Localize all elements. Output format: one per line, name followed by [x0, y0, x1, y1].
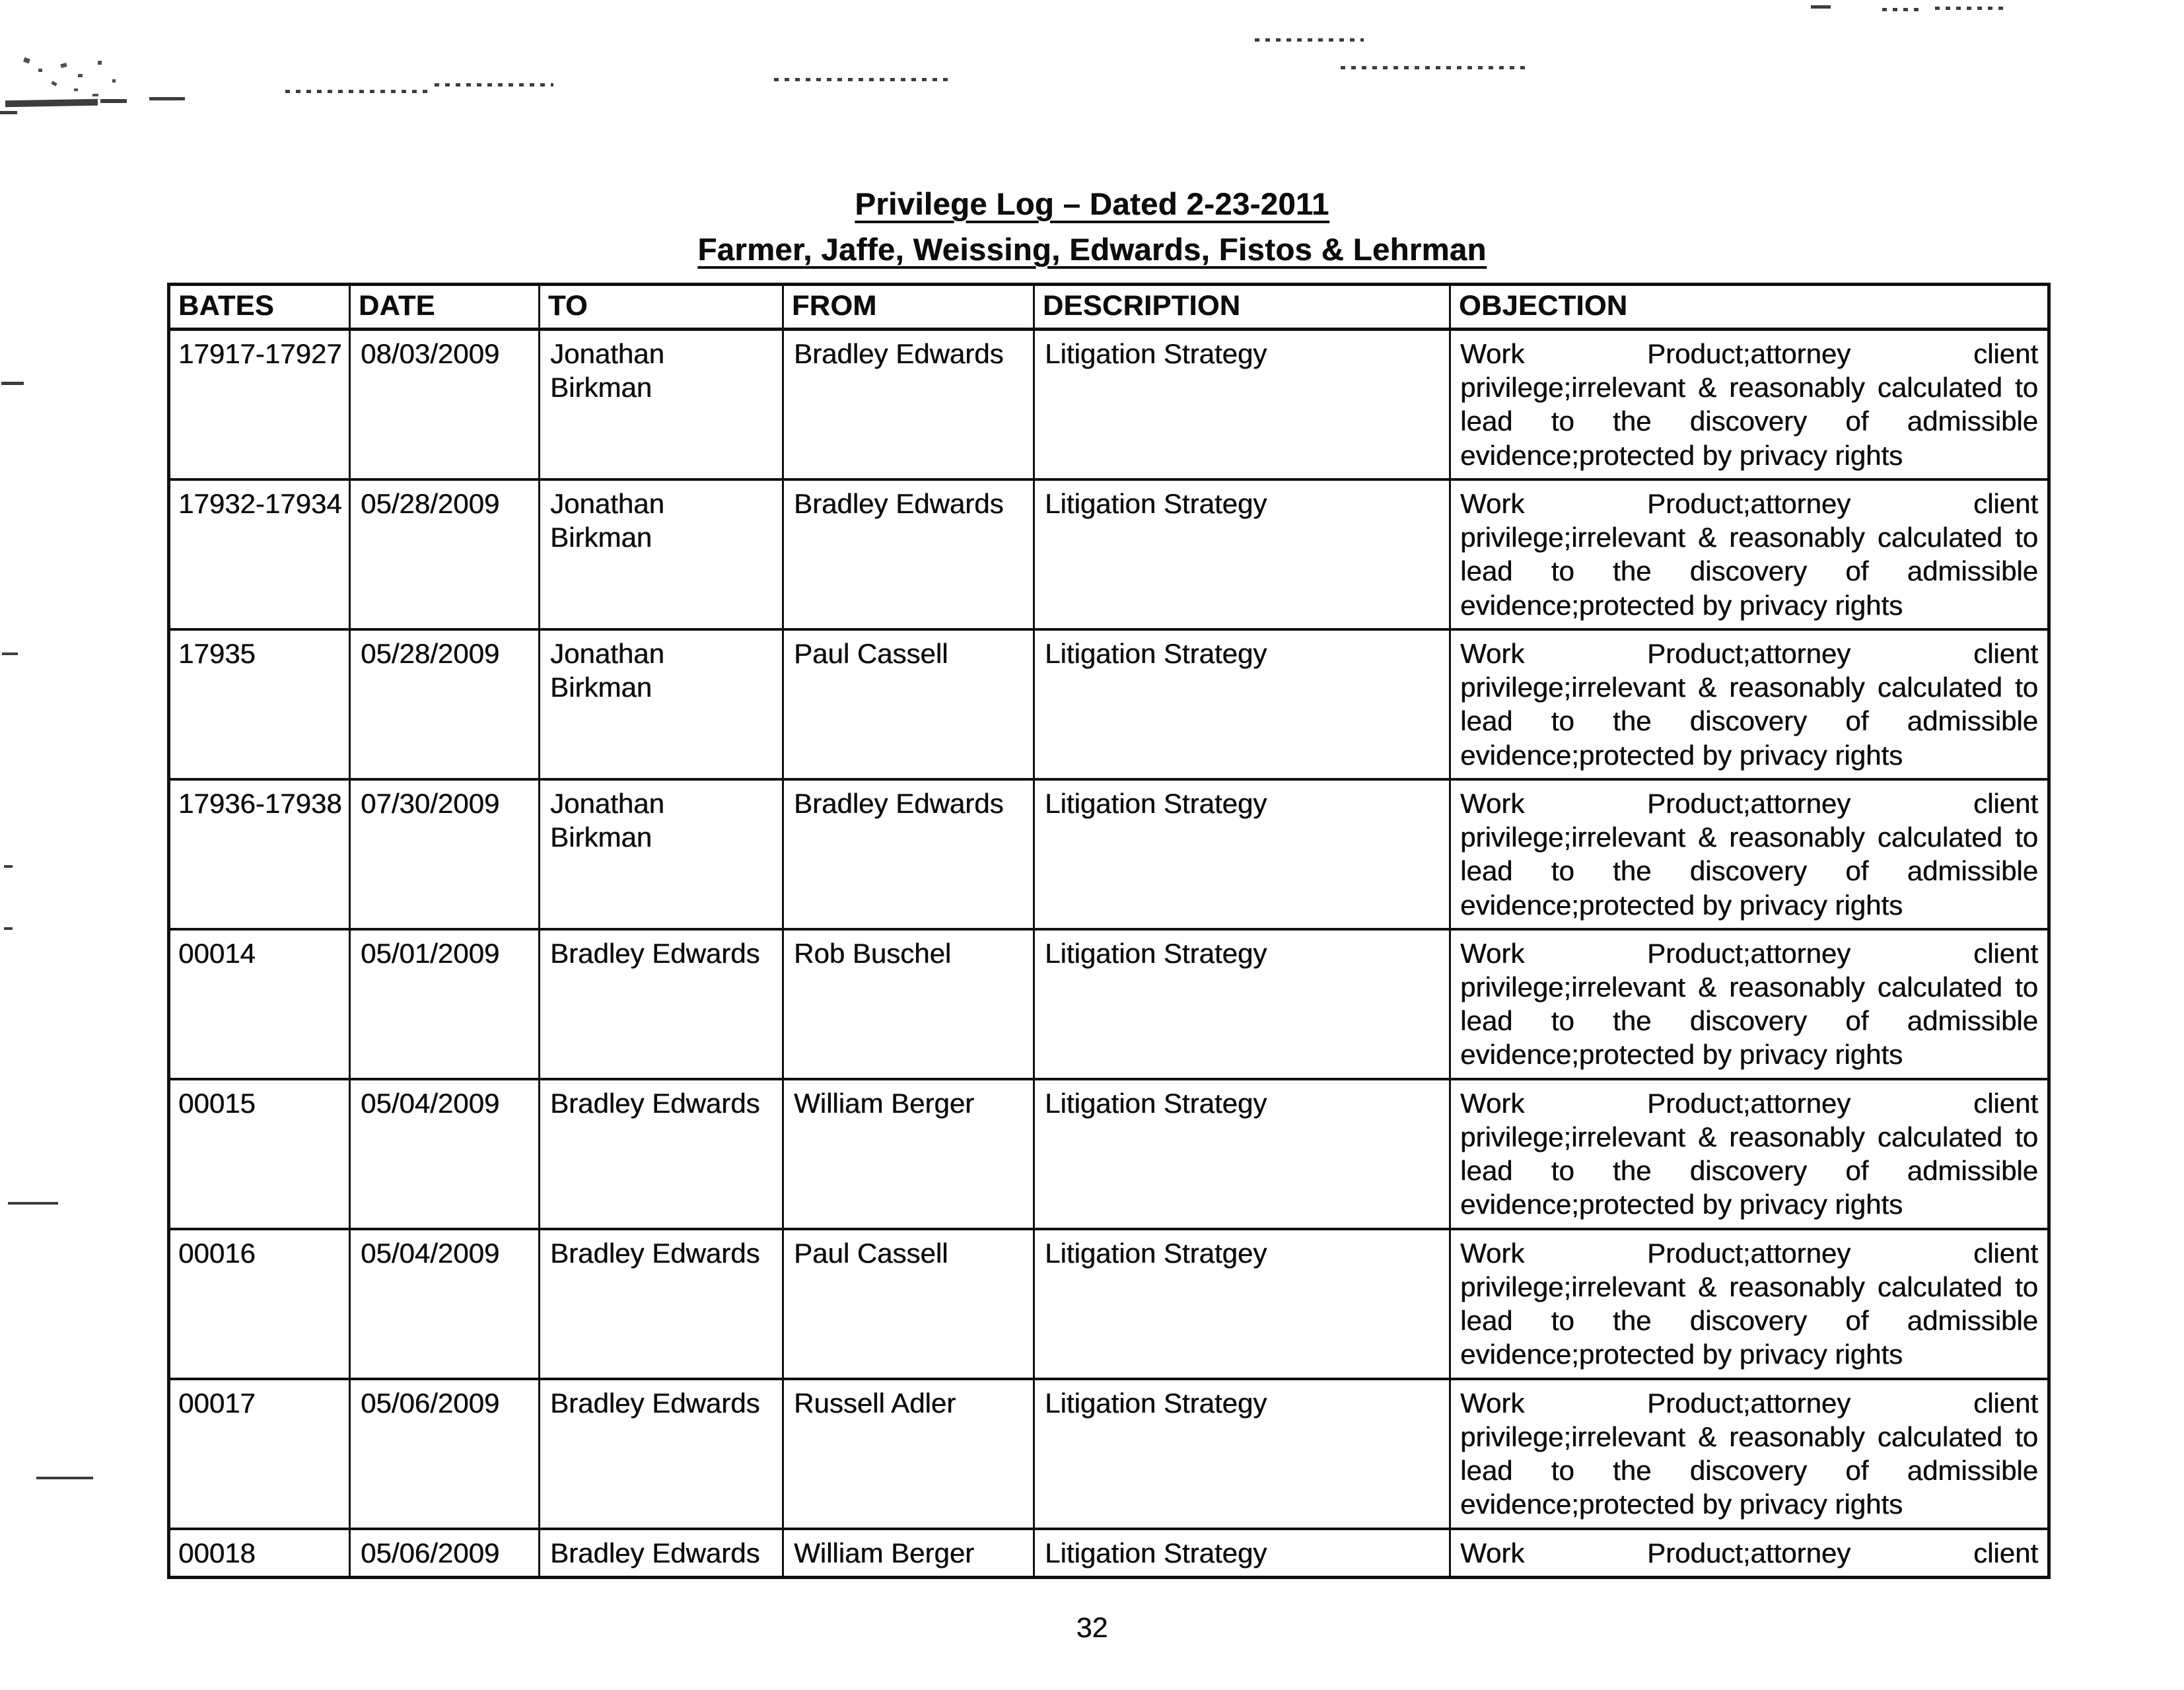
cell-bates: 17936-17938	[169, 779, 350, 929]
cell-to: Bradley Edwards	[540, 1529, 783, 1578]
table-row	[169, 1529, 2049, 1578]
column-header-to: TO	[540, 285, 783, 330]
cell-from: Rob Buschel	[783, 929, 1034, 1079]
table-row	[169, 629, 2049, 779]
table-row	[169, 330, 2049, 479]
table-row	[169, 929, 2049, 1079]
cell-to: Bradley Edwards	[540, 929, 783, 1079]
document-title: Privilege Log – Dated 2-23-2011	[855, 186, 1329, 221]
table-row	[169, 1229, 2049, 1379]
cell-description: Litigation Strategy	[1034, 1379, 1450, 1529]
cell-description: Litigation Strategy	[1034, 929, 1450, 1079]
cell-description: Litigation Strategy	[1034, 779, 1450, 929]
scan-artifact	[4, 865, 13, 868]
cell-bates: 17917-17927	[169, 330, 350, 479]
table-row	[169, 779, 2049, 929]
cell-date: 08/03/2009	[350, 330, 540, 479]
scan-artifact	[1882, 8, 1922, 11]
cell-description: Litigation Stratgey	[1034, 1229, 1450, 1379]
cell-date: 05/06/2009	[350, 1379, 540, 1529]
cell-to: Bradley Edwards	[540, 1229, 783, 1379]
header-row	[169, 285, 2049, 330]
scan-artifact	[4, 927, 13, 930]
cell-to: Bradley Edwards	[540, 1379, 783, 1529]
scan-artifact	[112, 79, 116, 83]
column-header-date: DATE	[350, 285, 540, 330]
cell-objection: Work Product;attorney client privilege;irrelevant & reasonably calculated to lead to the discovery of admissible evidence;protected by privacy rights	[1450, 1079, 2049, 1229]
scan-artifact	[774, 78, 951, 81]
cell-objection: Work Product;attorney client privilege;irrelevant & reasonably calculated to lead to the discovery of admissible evidence;protected by privacy rights	[1450, 1229, 2049, 1379]
cell-objection: Work Product;attorney client privilege;irrelevant & reasonably calculated to lead to the discovery of admissible evidence;protected by privacy rights	[1450, 1379, 2049, 1529]
scan-artifact	[8, 1202, 58, 1205]
cell-date: 05/01/2009	[350, 929, 540, 1079]
cell-description: Litigation Strategy	[1034, 479, 1450, 629]
cell-from: Bradley Edwards	[783, 479, 1034, 629]
cell-objection: Work Product;attorney client privilege;irrelevant & reasonably calculated to lead to the discovery of admissible evidence;protected by privacy rights	[1450, 929, 2049, 1079]
cell-from: William Berger	[783, 1529, 1034, 1578]
cell-bates: 00018	[169, 1529, 350, 1578]
cell-bates: 00015	[169, 1079, 350, 1229]
table-body	[169, 330, 2049, 1578]
cell-bates: 00016	[169, 1229, 350, 1379]
column-header-objection: OBJECTION	[1450, 285, 2049, 330]
cell-objection: Work Product;attorney client privilege;irrelevant & reasonably calculated to lead to the discovery of admissible evidence;protected by privacy rights	[1450, 779, 2049, 929]
column-header-bates: BATES	[169, 285, 350, 330]
cell-description: Litigation Strategy	[1034, 330, 1450, 479]
scan-artifact	[74, 88, 78, 91]
cell-date: 05/04/2009	[350, 1229, 540, 1379]
cell-bates: 00017	[169, 1379, 350, 1529]
scan-artifact	[285, 90, 427, 93]
cell-objection: Work Product;attorney client privilege;irrelevant & reasonably calculated to lead to the discovery of admissible evidence;protected by privacy rights	[1450, 330, 2049, 479]
column-header-from: FROM	[783, 285, 1034, 330]
scan-artifact	[1, 382, 24, 385]
cell-objection: Work Product;attorney client privilege;irrelevant & reasonably calculated to lead to the discovery of admissible evidence;protected by privacy rights	[1450, 629, 2049, 779]
scan-artifact	[78, 74, 83, 77]
scan-artifact	[100, 99, 127, 103]
table-row	[169, 1079, 2049, 1229]
page-number: 32	[1076, 1611, 1108, 1644]
cell-to: Jonathan Birkman	[540, 629, 783, 779]
cell-date: 05/04/2009	[350, 1079, 540, 1229]
cell-bates: 17932-17934	[169, 479, 350, 629]
privilege-log-table	[167, 283, 2051, 1579]
cell-objection: Work Product;attorney client privilege;irrelevant & reasonably calculated to lead to the discovery of admissible evidence;protected by privacy rights	[1450, 479, 2049, 629]
cell-from: Bradley Edwards	[783, 779, 1034, 929]
scan-artifact	[149, 97, 185, 100]
cell-to: Jonathan Birkman	[540, 330, 783, 479]
cell-from: Paul Cassell	[783, 629, 1034, 779]
scan-artifact	[1255, 38, 1364, 42]
column-header-description: DESCRIPTION	[1034, 285, 1450, 330]
scan-artifact	[1341, 66, 1526, 69]
cell-to: Jonathan Birkman	[540, 479, 783, 629]
cell-from: Russell Adler	[783, 1379, 1034, 1529]
scan-artifact	[38, 69, 42, 72]
cell-date: 05/28/2009	[350, 629, 540, 779]
cell-from: Bradley Edwards	[783, 330, 1034, 479]
cell-date: 05/28/2009	[350, 479, 540, 629]
cell-bates: 00014	[169, 929, 350, 1079]
document-subtitle: Farmer, Jaffe, Weissing, Edwards, Fistos & Lehrman	[697, 232, 1487, 267]
cell-date: 07/30/2009	[350, 779, 540, 929]
cell-from: William Berger	[783, 1079, 1034, 1229]
table-row	[169, 479, 2049, 629]
scan-artifact	[98, 61, 102, 65]
scan-artifact	[36, 1477, 93, 1479]
scan-artifact	[2, 652, 18, 655]
cell-bates: 17935	[169, 629, 350, 779]
cell-date: 05/06/2009	[350, 1529, 540, 1578]
cell-to: Jonathan Birkman	[540, 779, 783, 929]
cell-to: Bradley Edwards	[540, 1079, 783, 1229]
cell-description: Litigation Strategy	[1034, 629, 1450, 779]
scan-artifact	[0, 111, 17, 114]
scan-artifact	[1935, 7, 2006, 10]
cell-objection: Work Product;attorney client	[1450, 1529, 2049, 1578]
scan-artifact	[435, 83, 553, 87]
title-block	[0, 0, 2184, 272]
table-header	[169, 285, 2049, 330]
cell-from: Paul Cassell	[783, 1229, 1034, 1379]
scan-artifact	[1811, 5, 1831, 9]
cell-description: Litigation Strategy	[1034, 1529, 1450, 1578]
table-row	[169, 1379, 2049, 1529]
cell-description: Litigation Strategy	[1034, 1079, 1450, 1229]
scan-artifact	[92, 94, 98, 96]
